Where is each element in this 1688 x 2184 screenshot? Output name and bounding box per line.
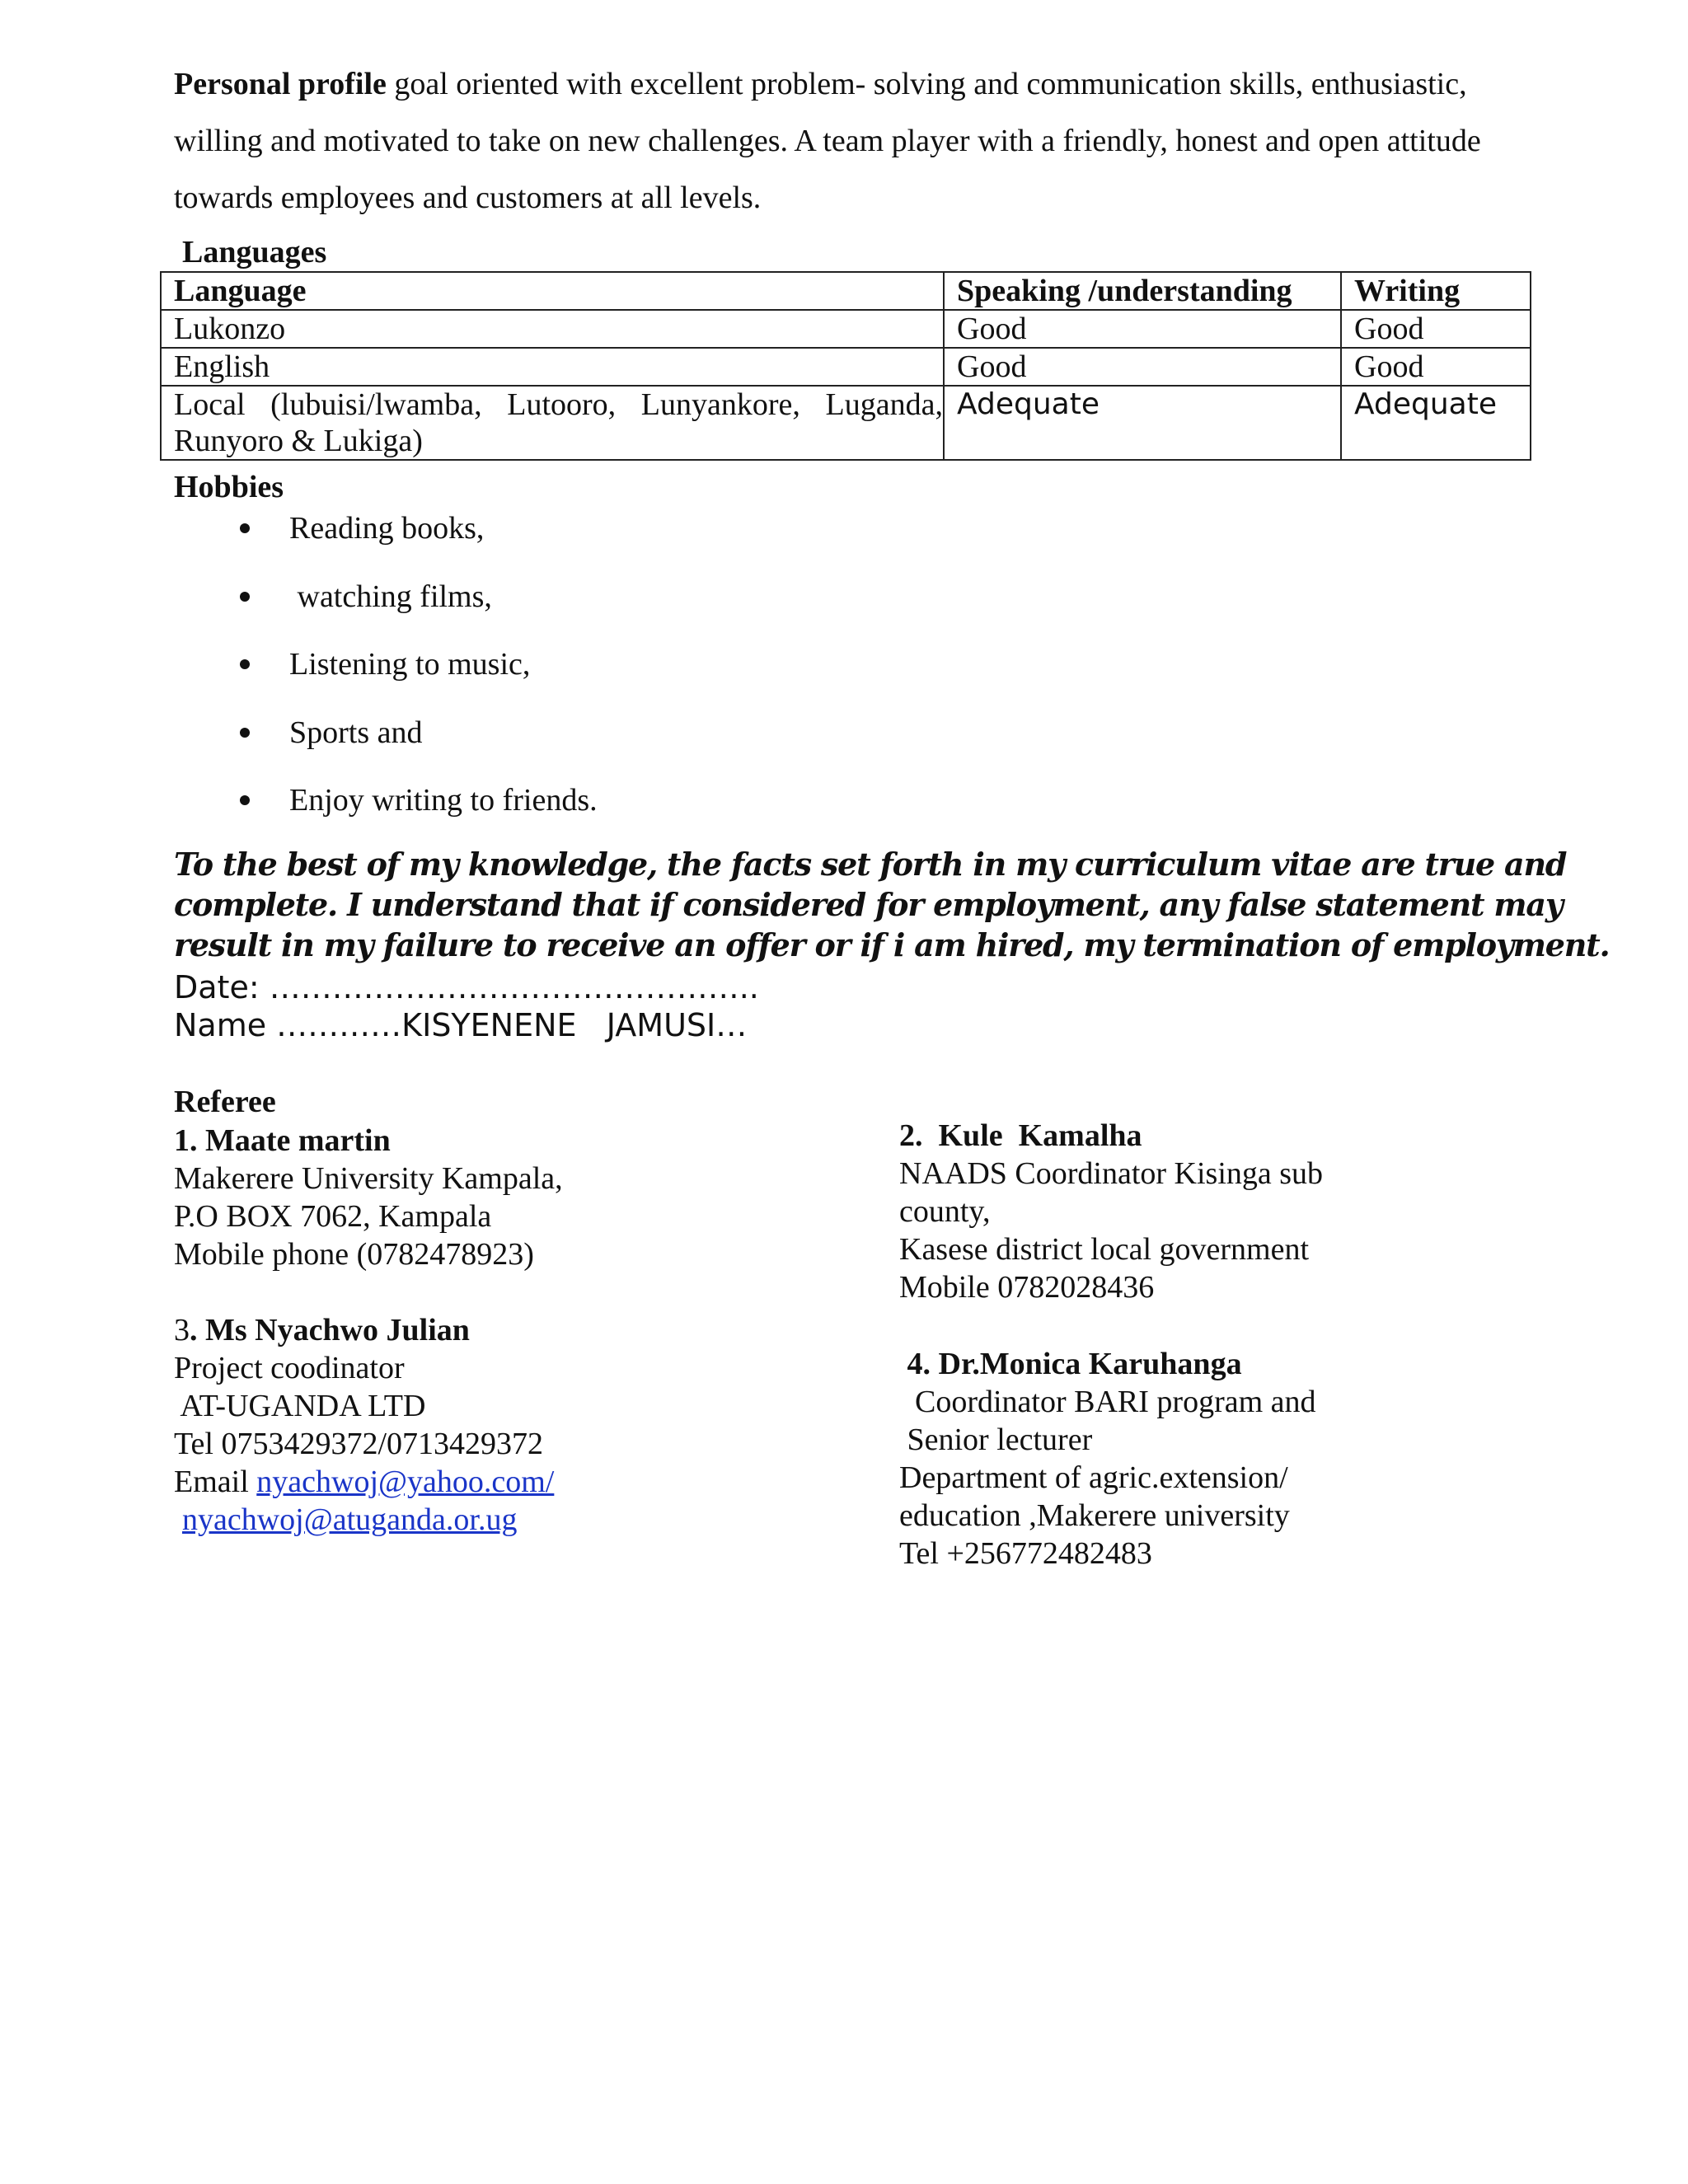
column-header: Speaking /understanding: [944, 272, 1341, 310]
referee-name: 1. Maate martin: [174, 1123, 391, 1158]
date-line: Date: ………………………………………..: [174, 969, 759, 1005]
referee-detail: P.O BOX 7062, Kampala: [174, 1199, 492, 1234]
hobbies-heading: Hobbies: [174, 470, 284, 504]
column-header: Language: [161, 272, 944, 310]
profile-text: goal oriented with excellent problem- solving and communication skills, enthusiastic, willing and motivated to take on new challenges. A team player with a friendly, honest and open attitude towards employees and customers at all levels.: [174, 67, 1481, 215]
email-line: [174, 1501, 554, 1539]
declaration-line: result in my failure to receive an offer or if i am hired, my termination of employment.: [174, 926, 1610, 963]
languages-heading: Languages: [182, 235, 327, 269]
referee-detail: Department of agric.extension/: [899, 1460, 1288, 1495]
table-row: [161, 310, 1531, 348]
language-cell: Lukonzo: [161, 310, 944, 348]
language-cell: English: [161, 348, 944, 386]
referee-4: [899, 1345, 1316, 1572]
languages-table: [160, 271, 1531, 461]
table-row: [161, 348, 1531, 386]
declaration: [174, 844, 1610, 965]
email-link-yahoo[interactable]: nyachwoj@yahoo.com/: [256, 1465, 555, 1499]
speaking-cell: Good: [944, 310, 1341, 348]
bullet-icon: [240, 592, 250, 602]
referee-name: [174, 1311, 554, 1349]
referee-detail: Makerere University Kampala,: [174, 1161, 563, 1196]
referee-detail: AT-UGANDA LTD: [174, 1389, 426, 1423]
referee-detail: Tel +256772482483: [899, 1536, 1152, 1571]
language-cell-line: Runyoro & Lukiga): [174, 424, 423, 458]
referee-detail: Project coodinator: [174, 1351, 405, 1385]
email-link-atuganda[interactable]: nyachwoj@atuganda.or.ug: [182, 1502, 518, 1537]
table-row: [161, 386, 1531, 460]
writing-cell: Good: [1341, 310, 1531, 348]
referee-detail: education ,Makerere university: [899, 1498, 1290, 1533]
referee-detail: NAADS Coordinator Kisinga sub: [899, 1156, 1324, 1191]
declaration-line: complete. I understand that if considered for employment, any false statement may: [174, 886, 1563, 923]
email-line: [174, 1463, 554, 1501]
referee-detail: Mobile phone (0782478923): [174, 1237, 534, 1272]
referee-detail: Coordinator BARI program and: [899, 1385, 1316, 1419]
cv-page: Personal profile goal oriented with excellent problem- solving and communication skills, enthusiastic, willing and motivated to take on new challenges. A team player with a friendly, honest and open attitude towards employees and customers at all levels. Languages Language Speaking /understanding Writing Lukonzo Good Good English Good Good Local (lubuisi/lwamba, Lutooro, Lunyankore, Luganda, Runyoro & Lukiga) Adequate Adequate Hobbies Reading books, watching films, Listening to music, Sports and Enjoy writing to friends. To the best of my knowledge, the facts set forth in my curriculum vitae are true and complete. I understand that if considered for employment, any false statement may result in my failure to receive an offer or if i am hired, my termination of employment. Date: ……………………………………….. Name …………KISYENENE JAMUSI… Referee 1. Maate martin Makerere University Kampala, P.O BOX 7062, Kampala Mobile phone (0782478923) 2. Kule Kamalha NAADS Coordinator Kisinga sub county, Kasese district local government Mobile 0782028436 3. Ms Nyachwo Julian Project coodinator AT-UGANDA LTD Tel 0753429372/0713429372 Email nyachwoj@yahoo.com/ nyachwoj@atuganda.or.ug 4. Dr.Monica Karuhanga Coordinator BARI program and Senior lecturer Department of agric.extension/ education ,Makerere university Tel +256772482483: [0, 0, 1688, 2184]
speaking-cell: Adequate: [944, 386, 1341, 460]
referee-detail: county,: [899, 1194, 991, 1229]
language-cell: [161, 386, 944, 460]
bullet-icon: [240, 659, 250, 669]
referee-detail: Senior lecturer: [899, 1422, 1093, 1457]
column-header: Writing: [1341, 272, 1531, 310]
speaking-cell: Good: [944, 348, 1341, 386]
referee-heading: Referee: [174, 1085, 276, 1119]
referee-name: 4. Dr.Monica Karuhanga: [899, 1347, 1242, 1381]
referee-number: 3: [174, 1313, 190, 1347]
referee-2: [899, 1117, 1323, 1306]
writing-cell: Adequate: [1341, 386, 1531, 460]
personal-profile: [174, 56, 1534, 227]
writing-cell: Good: [1341, 348, 1531, 386]
referee-detail: Kasese district local government: [899, 1232, 1310, 1267]
email-label: Email: [174, 1465, 257, 1499]
profile-label: Personal profile: [174, 67, 387, 101]
referee-3: [174, 1311, 554, 1539]
referee-1: [174, 1122, 563, 1273]
declaration-line: To the best of my knowledge, the facts set forth in my curriculum vitae are true and: [174, 846, 1567, 883]
name-line: Name …………KISYENENE JAMUSI…: [174, 1007, 748, 1043]
referee-detail: Tel 0753429372/0713429372: [174, 1427, 544, 1461]
language-cell-line: Local (lubuisi/lwamba, Lutooro, Lunyankore, Luganda,: [174, 387, 943, 422]
referee-name: 2. Kule Kamalha: [899, 1118, 1142, 1153]
referee-name-text: . Ms Nyachwo Julian: [190, 1313, 470, 1347]
bullet-icon: [240, 795, 250, 805]
table-header-row: [161, 272, 1531, 310]
bullet-icon: [240, 523, 250, 533]
referee-detail: Mobile 0782028436: [899, 1270, 1155, 1305]
bullet-icon: [240, 728, 250, 738]
